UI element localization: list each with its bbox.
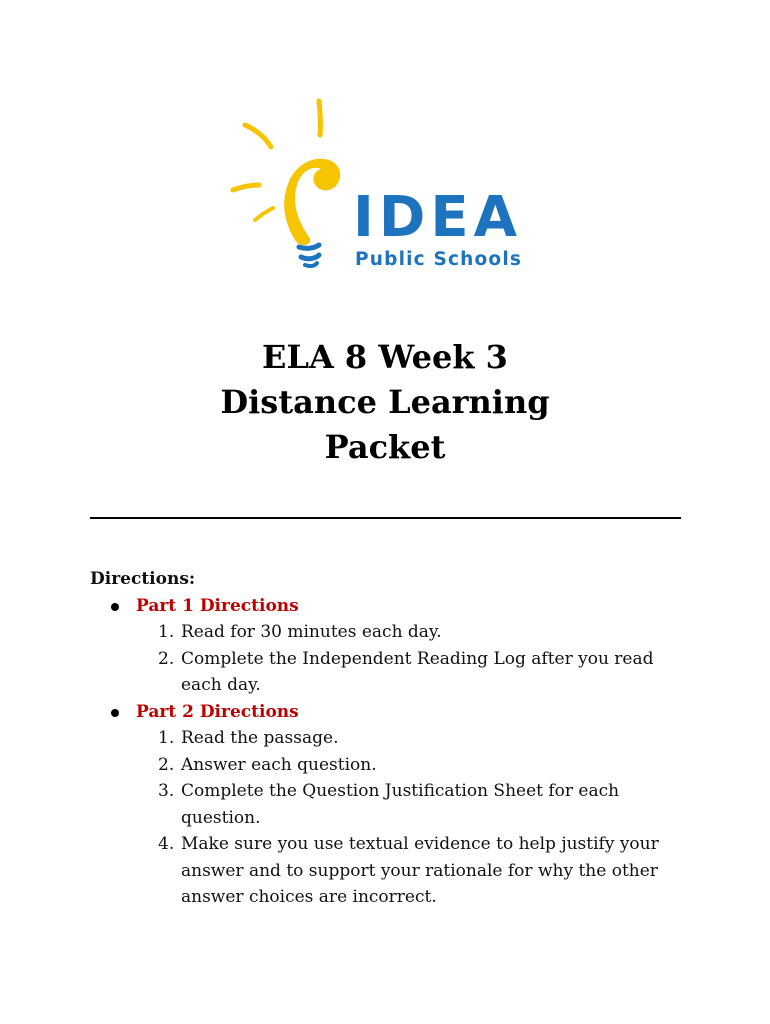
step-number: 2.: [158, 754, 175, 775]
step-number: 1.: [158, 728, 175, 748]
step-number: 3.: [158, 781, 175, 801]
horizontal-divider: [90, 517, 681, 519]
lightbulb-logo-icon: [225, 95, 365, 280]
directions-heading: Directions:: [90, 569, 196, 589]
directions-section: [90, 566, 690, 911]
part-title: Part 2 Directions: [136, 701, 299, 722]
step-number: 1.: [158, 622, 175, 642]
step-text: Complete the Independent Reading Log after you read each day.: [181, 648, 654, 695]
step-number: 2.: [158, 648, 175, 669]
list-item: [136, 646, 690, 699]
part-2-directions: [90, 699, 690, 911]
step-text: Read the passage.: [181, 728, 339, 748]
part-title: Part 1 Directions: [136, 595, 299, 616]
step-text: Make sure you use textual evidence to help justify your answer and to support your rationale for why the other answer choices are incorrect.: [181, 834, 659, 907]
list-item: [136, 725, 690, 752]
logo-idea-text: IDEA: [353, 185, 522, 250]
step-list: [136, 725, 690, 911]
title-line-2: Distance Learning: [220, 383, 550, 421]
title-line-3: Packet: [324, 428, 446, 466]
bullet-icon: [111, 709, 119, 717]
step-text: Answer each question.: [181, 754, 377, 775]
step-list: [136, 619, 690, 699]
document-title: [0, 335, 770, 470]
logo-wordmark: [353, 187, 553, 271]
title-line-1: ELA 8 Week 3: [262, 338, 508, 376]
list-item: [136, 778, 690, 831]
list-item: [136, 752, 690, 779]
step-text: Read for 30 minutes each day.: [181, 622, 442, 642]
bullet-icon: [111, 603, 119, 611]
step-number: 4.: [158, 834, 175, 854]
list-item: [136, 619, 690, 646]
step-text: Complete the Question Justification Sheet for each question.: [181, 781, 620, 828]
logo-subtitle-text: Public Schools: [355, 249, 523, 270]
idea-public-schools-logo: [225, 95, 555, 285]
part-1-directions: [90, 593, 690, 699]
list-item: [136, 831, 690, 911]
